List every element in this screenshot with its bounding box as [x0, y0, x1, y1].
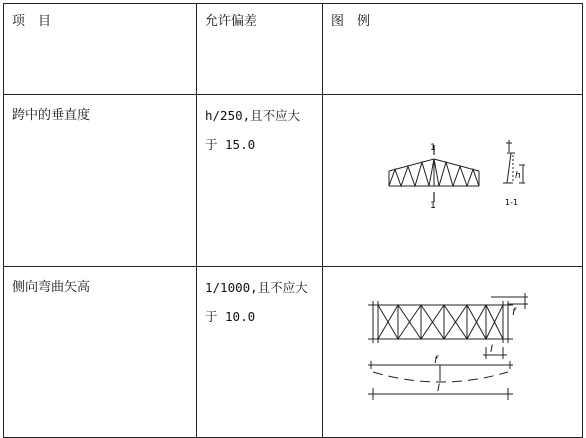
- row2-figure-cell: [323, 267, 583, 438]
- height-dim-label: h: [515, 171, 521, 181]
- row1-tolerance-cell: [197, 95, 323, 267]
- row2-item-label: 侧向弯曲矢高: [12, 280, 91, 295]
- section-marker-top: 1: [430, 143, 436, 153]
- row2-item-cell: [4, 267, 197, 438]
- header-figure-label: 图 例: [331, 14, 371, 29]
- l-label-panel: l: [490, 344, 493, 355]
- header-cell-tolerance: [197, 4, 323, 95]
- header-cell-figure: [323, 4, 583, 95]
- f-label-top: f: [512, 307, 516, 318]
- l-label-total: l: [437, 383, 440, 394]
- row1-tolerance-line2: 于 15.0: [205, 137, 256, 152]
- header-item-label: 项 目: [12, 14, 52, 29]
- row1-tolerance: [197, 95, 322, 159]
- row2-tolerance-cell: [197, 267, 323, 438]
- table-row: [4, 95, 583, 267]
- header-cell-item: [4, 4, 197, 95]
- tolerance-table: [3, 3, 583, 438]
- truss-verticality-diagram: [323, 95, 582, 262]
- header-row: [4, 4, 583, 95]
- section-marker-bottom: 1: [430, 201, 436, 211]
- row2-tolerance: [197, 267, 322, 331]
- f-label-mid: f: [434, 355, 438, 366]
- header-tolerance-label: 允许偏差: [205, 14, 258, 29]
- row1-tolerance-line1: h/250,且不应大: [205, 108, 301, 123]
- section-label: 1-1: [505, 198, 519, 207]
- row2-tolerance-line1: 1/1000,且不应大: [205, 280, 308, 295]
- row1-figure-cell: [323, 95, 583, 267]
- lateral-bending-diagram: [323, 267, 582, 433]
- table-row: [4, 267, 583, 438]
- row1-item-label: 跨中的垂直度: [12, 108, 91, 123]
- row2-tolerance-line2: 于 10.0: [205, 309, 256, 324]
- row1-item-cell: [4, 95, 197, 267]
